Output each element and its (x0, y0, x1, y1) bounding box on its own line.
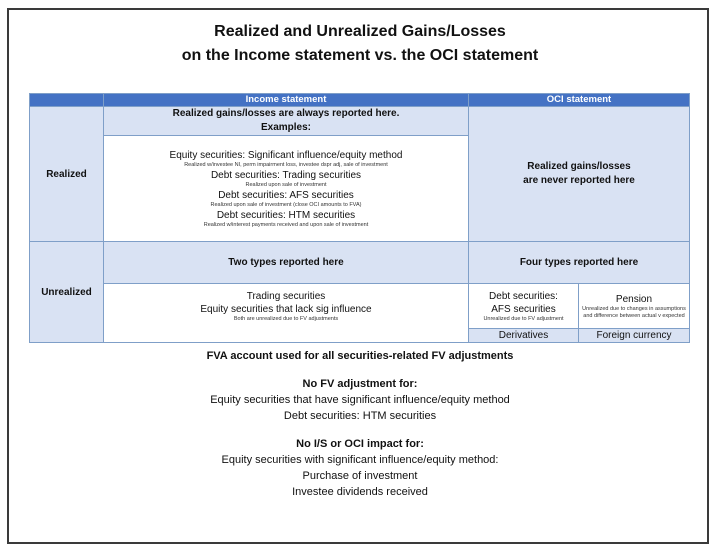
fva-note: FVA account used for all securities-related FV adjustments (206, 350, 514, 362)
example-title: Debt securities: Trading securities (210, 169, 362, 181)
no-impact-item: Equity securities with significant influence/equity method: (221, 454, 499, 466)
oci-debt-note: Unrealized due to FV adjustment (483, 315, 564, 322)
title-line-2: on the Income statement vs. the OCI statement (181, 47, 539, 64)
example-note: Realized w/investee NI, perm impairment loss, investee dspr adj, sale of investment (184, 161, 388, 168)
corner-cell (30, 94, 104, 107)
realized-income-header (104, 107, 469, 136)
notes-section (0, 348, 720, 500)
oci-pension-note: Unrealized due to changes in assumptions and difference between actual v expected (582, 305, 686, 319)
gains-losses-table (29, 93, 690, 343)
example-note: Realized upon sale of investment (245, 181, 327, 188)
realized-header-row (30, 107, 690, 136)
realized-income-header-1: Realized gains/losses are always reported here. (172, 108, 400, 119)
unrealized-income-line-2: Equity securities that lack sig influence (200, 303, 372, 315)
unrealized-income-cell (104, 284, 469, 343)
unrealized-detail-row (30, 284, 690, 329)
oci-debt-afs-cell (469, 284, 579, 329)
unrealized-header-row (30, 242, 690, 284)
no-impact-header: No I/S or OCI impact for: (296, 438, 424, 450)
no-fv-item: Equity securities that have significant influence/equity method (210, 394, 510, 406)
oci-debt-line-2: AFS securities (491, 303, 556, 315)
example-note: Realized w/interest payments received and upon sale of investment (203, 221, 369, 228)
realized-oci-line-1: Realized gains/losses (527, 161, 631, 172)
unrealized-income-header: Two types reported here (104, 242, 469, 284)
realized-examples-cell (104, 136, 469, 242)
example-title: Debt securities: AFS securities (218, 189, 354, 201)
unrealized-oci-header: Four types reported here (469, 242, 690, 284)
realized-income-header-2: Examples: (260, 122, 312, 133)
oci-derivatives-cell: Derivatives (469, 329, 579, 343)
oci-foreign-currency-cell: Foreign currency (579, 329, 690, 343)
no-impact-item: Investee dividends received (292, 486, 428, 498)
header-row (30, 94, 690, 107)
oci-pension-title: Pension (615, 293, 653, 305)
col-header-oci: OCI statement (469, 94, 690, 107)
oci-pension-cell (579, 284, 690, 329)
row-label-unrealized: Unrealized (30, 242, 104, 343)
oci-debt-line-1: Debt securities: (489, 290, 558, 302)
no-impact-item: Purchase of investment (302, 470, 418, 482)
realized-oci-line-2: are never reported here (523, 175, 635, 186)
unrealized-income-line-1: Trading securities (246, 290, 326, 302)
realized-oci-cell (469, 107, 690, 242)
col-header-income: Income statement (104, 94, 469, 107)
page-title (0, 20, 720, 68)
unrealized-income-note: Both are unrealized due to FV adjustments (233, 315, 339, 322)
example-note: Realized upon sale of investment (close OCI amounts to FVA) (210, 201, 362, 208)
example-title: Debt securities: HTM securities (216, 209, 356, 221)
title-line-1: Realized and Unrealized Gains/Losses (214, 23, 506, 40)
no-fv-item: Debt securities: HTM securities (283, 410, 437, 422)
example-title: Equity securities: Significant influence/equity method (169, 149, 403, 161)
no-fv-header: No FV adjustment for: (302, 378, 418, 390)
row-label-realized: Realized (30, 107, 104, 242)
